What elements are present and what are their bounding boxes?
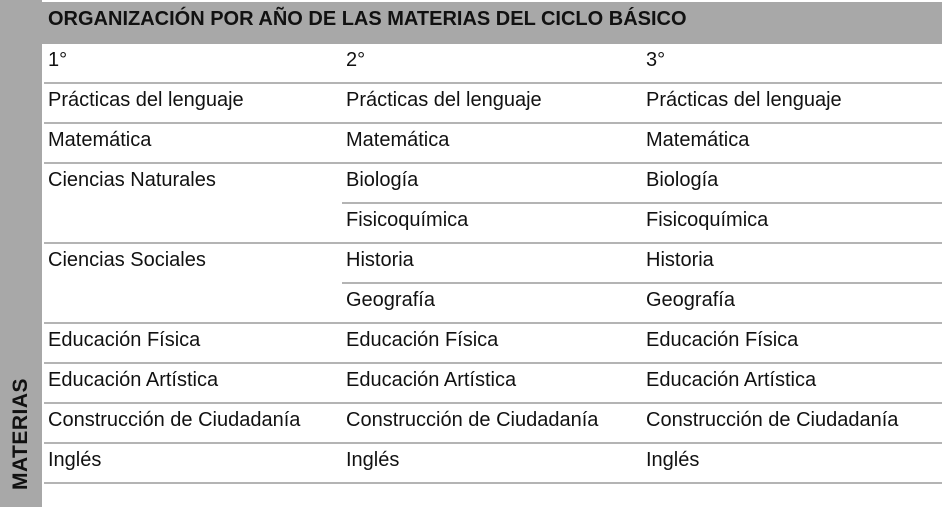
year-3-cell: Construcción de Ciudadanía bbox=[646, 409, 899, 431]
year-3-header: 3° bbox=[646, 49, 666, 71]
table-title: ORGANIZACIÓN POR AÑO DE LAS MATERIAS DEL CICLO BÁSICO bbox=[48, 8, 687, 30]
table-row bbox=[42, 244, 942, 284]
year-3-cell: Educación Física bbox=[646, 329, 799, 351]
row-rule bbox=[342, 482, 642, 484]
year-1-cell: Inglés bbox=[48, 449, 102, 471]
table-row bbox=[42, 284, 942, 324]
year-3-cell: Prácticas del lenguaje bbox=[646, 89, 842, 111]
year-2-cell: Educación Física bbox=[346, 329, 499, 351]
year-2-cell: Biología bbox=[346, 169, 419, 191]
side-label-wrap bbox=[0, 360, 42, 507]
title-bar bbox=[42, 0, 942, 44]
table-row bbox=[42, 324, 942, 364]
year-3-cell: Historia bbox=[646, 249, 714, 271]
year-2-cell: Inglés bbox=[346, 449, 400, 471]
year-1-cell: Educación Física bbox=[48, 329, 201, 351]
side-band bbox=[0, 0, 42, 507]
year-3-cell: Educación Artística bbox=[646, 369, 817, 391]
table-row bbox=[42, 164, 942, 204]
year-2-cell: Construcción de Ciudadanía bbox=[346, 409, 599, 431]
row-rule bbox=[44, 482, 342, 484]
year-1-cell bbox=[48, 204, 344, 244]
row-rule bbox=[642, 482, 942, 484]
year-1-cell: Ciencias Sociales bbox=[48, 249, 206, 271]
table-row bbox=[42, 84, 942, 124]
table-row bbox=[42, 204, 942, 244]
year-2-cell: Matemática bbox=[346, 129, 450, 151]
year-2-cell: Fisicoquímica bbox=[346, 209, 469, 231]
year-1-cell bbox=[48, 284, 344, 324]
year-3-cell: Geografía bbox=[646, 289, 735, 311]
year-2-cell: Prácticas del lenguaje bbox=[346, 89, 542, 111]
table-row bbox=[42, 444, 942, 484]
year-1-cell: Matemática bbox=[48, 129, 152, 151]
year-1-cell: Prácticas del lenguaje bbox=[48, 89, 244, 111]
year-1-cell: Ciencias Naturales bbox=[48, 169, 216, 191]
table-row bbox=[42, 404, 942, 444]
year-3-cell: Inglés bbox=[646, 449, 700, 471]
year-1-header: 1° bbox=[48, 49, 68, 71]
table-row bbox=[42, 364, 942, 404]
table-grid bbox=[42, 44, 942, 484]
side-label: MATERIAS bbox=[9, 377, 32, 490]
year-1-cell: Construcción de Ciudadanía bbox=[48, 409, 301, 431]
year-3-cell: Fisicoquímica bbox=[646, 209, 769, 231]
year-2-cell: Geografía bbox=[346, 289, 435, 311]
year-1-cell: Educación Artística bbox=[48, 369, 219, 391]
table-row bbox=[42, 124, 942, 164]
year-3-cell: Matemática bbox=[646, 129, 750, 151]
year-3-cell: Biología bbox=[646, 169, 719, 191]
year-header-row bbox=[42, 44, 942, 84]
year-2-cell: Historia bbox=[346, 249, 414, 271]
year-2-header: 2° bbox=[346, 49, 366, 71]
year-2-cell: Educación Artística bbox=[346, 369, 517, 391]
